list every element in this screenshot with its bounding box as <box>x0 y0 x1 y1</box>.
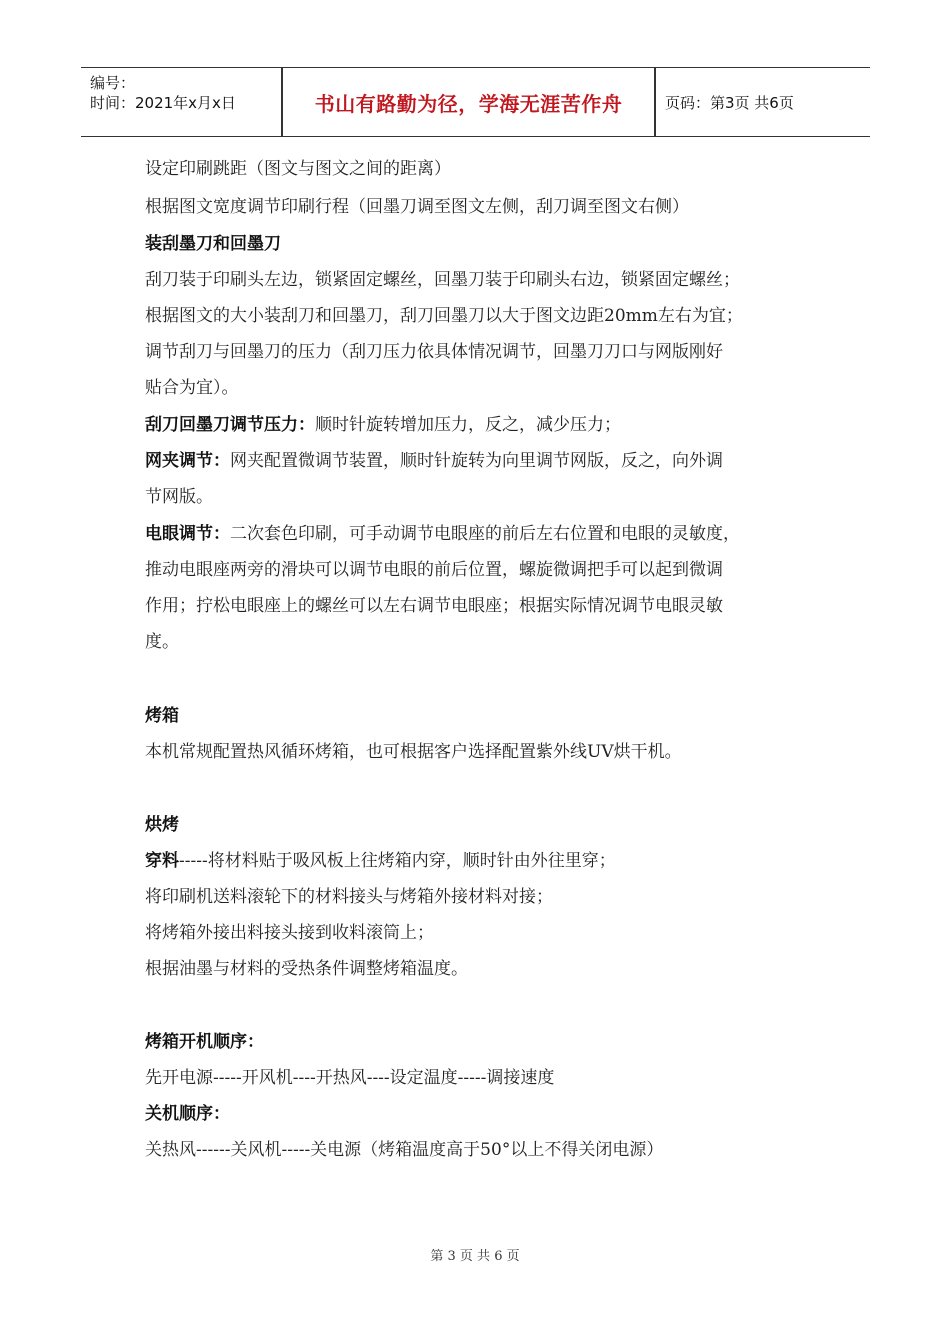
text-line: 贴合为宜）。 <box>145 378 239 398</box>
header-page-info: 页码：第3页 共6页 <box>665 93 794 112</box>
text-line: 根据油墨与材料的受热条件调整烤箱温度。 <box>145 959 468 979</box>
page-header <box>81 67 870 137</box>
text-line: 设定印刷跳距（图文与图文之间的距离） <box>145 159 451 179</box>
text-line: 刮刀装于印刷头左边，锁紧固定螺丝，回墨刀装于印刷头右边，锁紧固定螺丝； <box>145 270 740 290</box>
text-line: 调节刮刀与回墨刀的压力（刮刀压力依具体情况调节，回墨刀刀口与网版刚好 <box>145 342 723 362</box>
text-line: 本机常规配置热风循环烤箱，也可根据客户选择配置紫外线UV烘干机。 <box>145 742 682 762</box>
text-line: 刮刀回墨刀调节压力：顺时针旋转增加压力，反之，减少压力； <box>145 415 621 435</box>
text-line: 将烤箱外接出料接头接到收料滚筒上； <box>145 923 434 943</box>
text-line: 根据图文宽度调节印刷行程（回墨刀调至图文左侧，刮刀调至图文右侧） <box>145 197 689 217</box>
section-heading: 装刮墨刀和回墨刀 <box>145 234 281 254</box>
text-line: 先开电源-----开风机----开热风----设定温度-----调接速度 <box>145 1068 555 1088</box>
header-motto: 书山有路勤为径，学海无涯苦作舟 <box>314 91 623 116</box>
text-line: 网夹调节：网夹配置微调节装置，顺时针旋转为向里调节网版，反之，向外调 <box>145 451 723 471</box>
header-divider <box>654 68 656 136</box>
page-footer: 第 3 页 共 6 页 <box>430 1249 520 1264</box>
text-line: 电眼调节：二次套色印刷，可手动调节电眼座的前后左右位置和电眼的灵敏度， <box>145 524 740 544</box>
text-line: 关热风------关风机-----关电源（烤箱温度高于50°以上不得关闭电源） <box>145 1140 664 1160</box>
header-meta <box>81 68 281 136</box>
number-label: 编号： <box>90 74 136 92</box>
time-label: 时间：2021年x月x日 <box>90 94 236 112</box>
text-line: 度。 <box>145 632 179 652</box>
section-heading: 烤箱 <box>145 706 179 726</box>
text-line: 作用；拧松电眼座上的螺丝可以左右调节电眼座；根据实际情况调节电眼灵敏 <box>145 596 723 616</box>
text-line: 推动电眼座两旁的滑块可以调节电眼的前后位置，螺旋微调把手可以起到微调 <box>145 560 723 580</box>
text-line: 穿料-----将材料贴于吸风板上往烤箱内穿，顺时针由外往里穿； <box>145 851 616 871</box>
text-line: 根据图文的大小装刮刀和回墨刀，刮刀回墨刀以大于图文边距20mm左右为宜； <box>145 306 743 326</box>
section-heading: 烤箱开机顺序： <box>145 1032 264 1052</box>
section-heading: 烘烤 <box>145 815 179 835</box>
section-heading: 关机顺序： <box>145 1104 230 1124</box>
text-line: 将印刷机送料滚轮下的材料接头与烤箱外接材料对接； <box>145 887 553 907</box>
text-line: 节网版。 <box>145 487 213 507</box>
